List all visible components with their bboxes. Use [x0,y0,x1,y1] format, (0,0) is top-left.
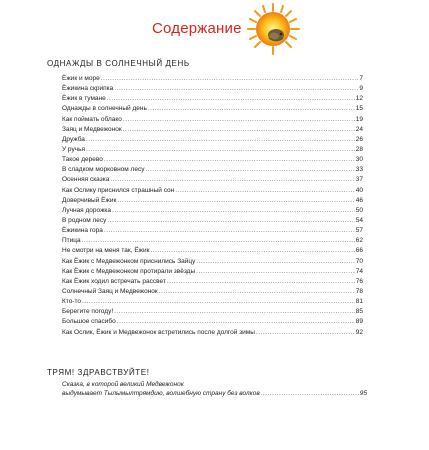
entry-title: Доверчивый Ёжик [62,196,117,204]
toc-list [62,74,363,338]
page-number: 74 [355,267,363,275]
toc-entry[interactable] [62,206,363,216]
leader-dots [175,186,355,196]
entry-title: Лучная дорожка [62,206,112,214]
section-heading: ОДНАЖДЫ В СОЛНЕЧНЫЙ ДЕНЬ [47,59,190,68]
leader-dots [196,257,354,267]
entry-title: Кто-то [62,298,81,306]
page-number: 40 [355,186,363,194]
page-number: 95 [359,390,367,397]
page-number: 89 [355,318,363,326]
page-number: 85 [355,308,363,316]
entry-title: Как поймать облако [62,115,122,123]
leader-dots [150,246,354,256]
entry-title: Не смотри на меня так, Ёжик [62,247,150,255]
entry-title: Как Ослик, Ёжик и Медвежонок встретились после долгой зимы [62,328,255,336]
toc-entry[interactable] [62,135,363,145]
page-number: 66 [355,247,363,255]
entry-title: Большое спасибо [62,318,116,326]
description-line: Сказка, в которой великий Медвежонок [62,381,184,388]
entry-title: Как Ёжик с Медвежонком приснились Зайцу [62,257,196,265]
leader-dots [104,226,355,236]
page-number: 7 [359,75,363,82]
entry-title: Берегите погоду! [62,308,114,316]
leader-dots [114,307,355,317]
section-heading: ТРЯМ! ЗДРАВСТВУЙТЕ! [47,368,150,377]
toc-entry[interactable] [62,155,363,165]
leader-dots [123,115,355,125]
toc-entry[interactable] [62,287,363,297]
toc-entry[interactable] [62,74,363,84]
page-number: 78 [355,287,363,295]
leader-dots [110,175,354,185]
toc-entry[interactable] [62,165,363,175]
toc-entry[interactable] [62,257,363,267]
page-number: 33 [355,166,363,174]
toc-entry[interactable] [62,297,363,307]
page-number: 12 [355,95,363,103]
entry-title: Заяц и Медвежонок [62,125,122,133]
page-number: 28 [355,145,363,153]
leader-dots [104,155,355,165]
toc-entry[interactable] [62,84,363,94]
leader-dots [196,267,355,277]
page-number: 15 [355,105,363,113]
entry-title: Солнечный Заяц и Медвежонок [62,287,158,295]
page-number: 9 [359,85,363,93]
entry-title: Птица [62,237,81,245]
toc-entry[interactable] [62,175,363,185]
leader-dots [117,317,355,327]
page-number: 57 [355,227,363,235]
toc-entry[interactable] [62,196,363,206]
entry-title: У ручья [62,145,86,153]
toc-entry[interactable] [62,104,363,114]
page-number: 54 [355,216,363,224]
entry-title: Как Ёжик с Медвежонком протирали звёзды [62,267,196,275]
toc-entry[interactable] [62,328,363,338]
entry-title: Ёжик и море [62,75,100,82]
page-title: Содержание [152,20,242,37]
leader-dots [167,277,355,287]
page-number: 19 [355,115,363,123]
leader-dots [114,84,358,94]
page-number: 46 [355,196,363,204]
entry-title: Однажды в солнечный день [62,105,147,113]
toc-entry[interactable] [62,307,363,317]
toc-entry[interactable] [62,115,363,125]
leader-dots [123,125,355,135]
description-text: выдумывает Тылымылтрямдию, волшебную страну без волков [62,390,260,397]
description-line-with-page [62,389,367,398]
toc-entry[interactable] [62,94,363,104]
entry-title: Как Ослику приснился страшный сон [62,186,175,194]
page-number: 62 [355,237,363,245]
leader-dots [117,196,354,206]
leader-dots [86,135,355,145]
sun-hedgehog-illustration [243,3,303,55]
section-description [62,380,367,398]
toc-entry[interactable] [62,277,363,287]
leader-dots [101,74,359,84]
toc-entry[interactable] [62,145,363,155]
entry-title: Такое дерево [62,156,103,164]
leader-dots [107,94,355,104]
leader-dots [82,236,355,246]
page-number: 26 [355,135,363,143]
page-number: 37 [355,176,363,184]
toc-entry[interactable] [62,216,363,226]
entry-title: В сладком морковном лесу [62,166,145,174]
page-number: 70 [355,257,363,265]
toc-entry[interactable] [62,125,363,135]
page-number: 81 [355,298,363,306]
leader-dots [148,104,355,114]
toc-entry[interactable] [62,186,363,196]
toc-entry[interactable] [62,246,363,256]
leader-dots [112,206,355,216]
leader-dots [145,165,354,175]
page-number: 30 [355,156,363,164]
toc-entry[interactable] [62,267,363,277]
page-number: 76 [355,277,363,285]
page-number: 92 [355,328,363,336]
toc-entry[interactable] [62,236,363,246]
entry-title: Дружба [62,135,85,143]
toc-entry[interactable] [62,226,363,236]
leader-dots [82,297,355,307]
leader-dots [256,328,355,338]
leader-dots [86,145,355,155]
leader-dots [261,389,359,398]
page-number: 24 [355,125,363,133]
leader-dots [107,216,354,226]
toc-entry[interactable] [62,317,363,327]
entry-title: Ёжикина скрипка [62,85,114,93]
entry-title: Осенняя сказка [62,176,110,184]
entry-title: В родном лесу [62,216,107,224]
entry-title: Как Ёжик ходил встречать рассвет [62,277,166,285]
leader-dots [159,287,355,297]
entry-title: Ёжик в тумане [62,95,106,103]
entry-title: Ёжикина гора [62,227,103,235]
page-number: 50 [355,206,363,214]
